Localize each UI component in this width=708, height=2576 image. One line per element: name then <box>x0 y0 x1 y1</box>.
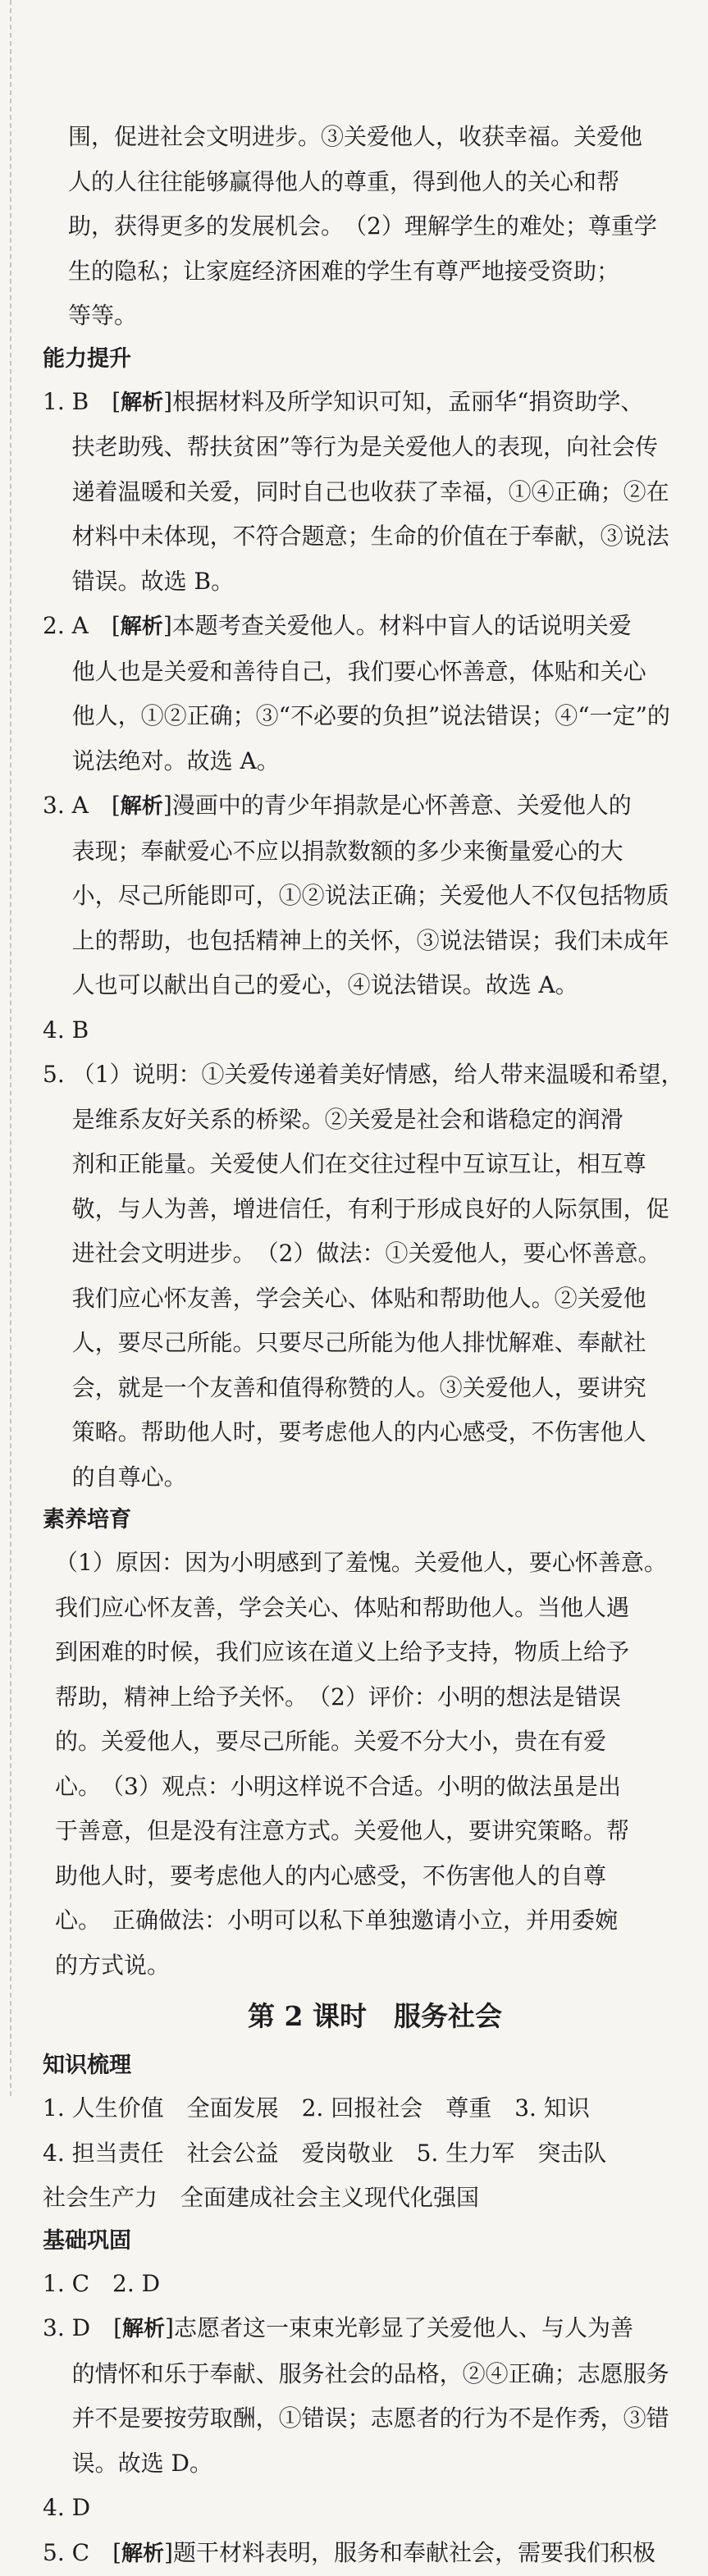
text-line: 人也可以献出自己的爱心，④说法错误。故选 A。 <box>72 963 674 1008</box>
section-heading-ability: 能力提升 <box>43 339 674 380</box>
analysis-tag: 解析 <box>121 614 163 639</box>
answer-item-1 <box>43 380 674 605</box>
text-line: 是维系友好关系的桥梁。②关爱是社会和谐稳定的润滑 <box>72 1098 684 1143</box>
item-number: 3. <box>43 2306 72 2486</box>
item-answer: B <box>72 1008 89 1053</box>
answer-item-4 <box>43 1008 674 1053</box>
text-line: 我们应心怀友善，学会关心、体贴和帮助他人。②关爱他 <box>72 1277 684 1322</box>
item-number: 5. <box>43 1053 72 1500</box>
item-answer: A <box>72 612 89 639</box>
analysis-tag: 解析 <box>121 391 163 415</box>
text-line: 进社会文明进步。 （2）做法：①关爱他人，要心怀善意。 <box>72 1231 684 1277</box>
text-fragment: 志愿者这一束束光彰显了关爱他人、与人为善 <box>174 2314 633 2341</box>
text-line: 他人，①②正确；③“不必要的负担”说法错误；④“一定”的 <box>72 694 674 739</box>
item-number: 5. <box>43 2531 72 2576</box>
text-line: A [解析]漫画中的青少年捐款是心怀善意、关爱他人的 <box>72 783 674 829</box>
text-line: 心。 （3）观点：小明这样说不合适。小明的做法虽是出 <box>55 1765 674 1810</box>
item-answer: B <box>72 388 89 415</box>
text-line: 敬，与人为善，增进信任，有利于形成良好的人际氛围，促 <box>72 1187 684 1232</box>
text-line: 的情怀和乐于奉献、服务社会的品格，②④正确；志愿服务 <box>72 2352 674 2397</box>
text-line: 小，尽己所能即可，①②说法正确；关爱他人不仅包括物质 <box>72 874 674 919</box>
text-line: （1）原因：因为小明感到了羞愧。关爱他人，要心怀善意。 <box>55 1541 674 1586</box>
item-number: 4. <box>43 1008 72 1053</box>
basic-item-5 <box>43 2531 674 2576</box>
text-line: 社会生产力 全面建成社会主义现代化强国 <box>43 2176 674 2221</box>
text-line: 策略。帮助他人时，要考虑他人的内心感受，不伤害他人 <box>72 1410 684 1455</box>
answer-item-4: 4. D <box>43 2486 674 2531</box>
text-line: 助他人时，要考虑他人的内心感受，不伤害他人的自尊 <box>55 1854 674 1899</box>
text-line: 的方式说。 <box>55 1943 674 1989</box>
text-line: 并不是要按劳取酬，①错误；志愿者的行为不是作秀，③错 <box>72 2396 674 2441</box>
text-line: 误。故选 D。 <box>72 2441 674 2487</box>
text-fragment: 题干材料表明，服务和奉献社会，需要我们积极 <box>173 2539 655 2566</box>
text-line: 帮助，精神上给予关怀。 （2）评价：小明的想法是错误 <box>55 1675 674 1720</box>
text-line: 4. 担当责任 社会公益 爱岗敬业 5. 生力军 突击队 <box>43 2131 674 2176</box>
answer-item-5 <box>43 1053 674 1500</box>
analysis-tag: 解析 <box>121 794 163 819</box>
basic-item-3 <box>43 2306 674 2486</box>
text-line: 人，要尽己所能。只要尽己所能为他人排忧解难、奉献社 <box>72 1321 684 1366</box>
text-line: 扶老助残、帮扶贫困”等行为是关爱他人的表现，向社会传 <box>72 425 674 470</box>
text-line: 1. 人生价值 全面发展 2. 回报社会 尊重 3. 知识 <box>43 2086 674 2131</box>
text-line: D [解析]志愿者这一束束光彰显了关爱他人、与人为善 <box>72 2306 674 2352</box>
item-answer: D <box>72 2314 90 2341</box>
answer-item-2 <box>43 604 674 783</box>
text-line: 的。关爱他人，要尽己所能。关爱不分大小，贵在有爱 <box>55 1720 674 1765</box>
section-heading-basic: 基础巩固 <box>43 2221 674 2262</box>
lesson-title: 第 2 课时 服务社会 <box>43 1988 674 2045</box>
text-line: A [解析]本题考查关爱他人。材料中盲人的话说明关爱 <box>72 604 674 650</box>
text-line: B [解析]根据材料及所学知识可知，孟丽华“捐资助学、 <box>72 380 674 426</box>
text-line: 表现；奉献爱心不应以捐款数额的多少来衡量爱心的大 <box>72 829 674 875</box>
text-line: 心。 正确做法：小明可以私下单独邀请小立，并用委婉 <box>55 1898 674 1943</box>
text-line: 围，促进社会文明进步。③关爱他人，收获幸福。关爱他 <box>68 115 674 160</box>
item-number: 2. <box>43 604 72 783</box>
item-answer: A <box>72 792 89 819</box>
answer-item-3 <box>43 783 674 1008</box>
text-line: 生的隐私；让家庭经济困难的学生有尊严地接受资助； <box>68 249 674 295</box>
analysis-tag: 解析 <box>122 2317 165 2341</box>
text-line: 等等。 <box>68 294 674 339</box>
text-line: 助，获得更多的发展机会。 （2）理解学生的难处；尊重学 <box>68 204 674 249</box>
text-line: 的自尊心。 <box>72 1455 684 1500</box>
text-fragment: 漫画中的青少年捐款是心怀善意、关爱他人的 <box>172 792 632 819</box>
text-line: 会，就是一个友善和值得称赞的人。③关爱他人，要讲究 <box>72 1366 684 1411</box>
section-heading-literacy: 素养培育 <box>43 1500 674 1541</box>
literacy-answer <box>43 1541 674 1988</box>
text-line: 递着温暖和关爱，同时自己也收获了幸福，①④正确；②在 <box>72 470 674 515</box>
continued-answer <box>43 115 674 339</box>
text-fragment: 本题考查关爱他人。材料中盲人的话说明关爱 <box>172 612 632 639</box>
text-line: 材料中未体现，不符合题意；生命的价值在于奉献，③说法 <box>72 514 674 560</box>
text-line: 上的帮助，也包括精神上的关怀，③说法错误；我们未成年 <box>72 919 674 964</box>
answer-content <box>43 115 674 2576</box>
text-line: 我们应心怀友善，学会关心、体贴和帮助他人。当他人遇 <box>55 1586 674 1631</box>
binding-margin-line <box>10 0 11 2096</box>
item-number: 3. <box>43 783 72 1008</box>
text-line: 他人也是关爱和善待自己，我们要心怀善意，体贴和关心 <box>72 650 674 695</box>
text-line: 剂和正能量。关爱使人们在交往过程中互谅互让，相互尊 <box>72 1142 684 1187</box>
text-line: C [解析]题干材料表明，服务和奉献社会，需要我们积极 <box>72 2531 674 2576</box>
item-number: 1. <box>43 380 72 605</box>
text-line: （1）说明：①关爱传递着美好情感，给人带来温暖和希望， <box>72 1053 684 1098</box>
analysis-tag: 解析 <box>121 2542 164 2566</box>
text-line: 错误。故选 B。 <box>72 560 674 605</box>
section-heading-knowledge: 知识梳理 <box>43 2045 674 2086</box>
text-line: 说法绝对。故选 A。 <box>72 739 674 784</box>
text-line: 于善意，但是没有注意方式。关爱他人，要讲究策略。帮 <box>55 1809 674 1854</box>
text-line: 人的人往往能够赢得他人的尊重，得到他人的关心和帮 <box>68 160 674 205</box>
text-fragment: 根据材料及所学知识可知，孟丽华“捐资助学、 <box>172 388 643 415</box>
item-answer: C <box>72 2539 89 2566</box>
answer-items-1-2: 1. C 2. D <box>43 2262 674 2307</box>
text-line: 到困难的时候，我们应该在道义上给予支持，物质上给予 <box>55 1630 674 1675</box>
